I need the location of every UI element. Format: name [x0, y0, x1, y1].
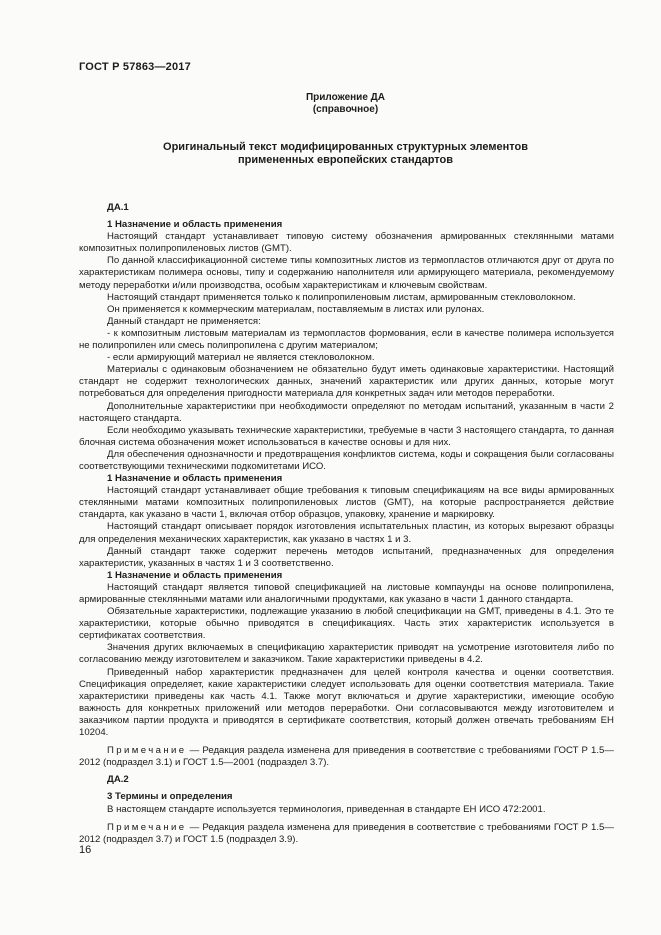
- paragraph: Данный стандарт не применяется:: [107, 315, 261, 327]
- paragraph: Материалы с одинаковым обозначением не обязательно будут иметь одинаковые характеристики. Настоящий стандарт не содержит технологических данных, значений характеристик или других данных, которые могут потребоваться для определения пригодности материала для конкретных задач или методов переработки.: [79, 364, 614, 400]
- appendix-subtitle: (справочное): [312, 104, 379, 115]
- paragraph: Настоящий стандарт описывает порядок изготовления испытательных пластин, из которых вырезают образцы для определения механических характеристик, как указано в частях 1 и 3.: [79, 521, 614, 545]
- paragraph: Настоящий стандарт применяется только к полипропиленовым листам, армированным стекловолокном.: [107, 291, 576, 303]
- paragraph: Данный стандарт также содержит перечень методов испытаний, предназначенных для определения характеристик, указанных в частях 1 и 3 соответственно.: [79, 545, 614, 569]
- paragraph: Если необходимо указывать технические характеристики, требуемые в части 3 настоящего стандарта, то данная блочная система обозначения может использоваться в качестве основы и для них.: [79, 424, 614, 448]
- section-heading: 1 Назначение и область применения: [107, 569, 283, 581]
- paragraph: По данной классификационной системе типы композитных листов из термопластов отличаются друг от друга по характеристикам полимера основы, типу и содержанию наполнителя или армирующего материала, рекомендуемому методу переработки и/или производства, особым характеристикам и ключевым свойствам.: [79, 255, 614, 291]
- paragraph: Значения других включаемых в спецификацию характеристик приводят на усмотрение изготовителя либо по согласованию между изготовителем и заказчиком. Такие характеристики приведены в 4.2.: [79, 642, 614, 666]
- paragraph: Для обеспечения однозначности и предотвращения конфликтов система, коды и сокращения были согласованы соответствующими техническими подкомитетами ИСО.: [79, 448, 614, 472]
- paragraph: Обязательные характеристики, подлежащие указанию в любой спецификации на GMT, приведены в 4.1. Это те характеристики, которые обычно приводятся в спецификациях. Часть этих характеристик используется в сертификатах соответствия.: [79, 606, 614, 642]
- note: [79, 745, 614, 769]
- section-heading: 1 Назначение и область применения: [107, 219, 283, 231]
- main-title-line2: примененных европейских стандартов: [237, 154, 454, 166]
- note-text: — Редакция раздела изменена для приведения в соответствие с требованиями ГОСТ Р 1.5—2012 (подраздел 3.1) и ГОСТ 1.5—2001 (подраздел 3.7).: [79, 745, 614, 769]
- note-label: Примечание: [107, 745, 187, 757]
- note: [79, 822, 614, 846]
- paragraph: Настоящий стандарт устанавливает типовую систему обозначения армированных стеклянными матами композитных полипропиленовых листов (GMT).: [79, 231, 614, 255]
- paragraph: Настоящий стандарт устанавливает общие требования к типовым спецификациям на все виды армированных стеклянными матами композитных полипропиленовых листов (GMT), на которые распространяется действие стандарта, как указано в части 1, включая отбор образцов, упаковку, хранение и маркировку.: [79, 485, 614, 521]
- paragraph: Дополнительные характеристики при необходимости определяют по методам испытаний, указанным в части 2 настоящего стандарта.: [79, 400, 614, 424]
- appendix-title: Приложение ДА: [305, 92, 386, 103]
- list-item: - к композитным листовым материалам из термопластов формования, если в качестве полимера используется не полипропилен или смесь полипропилена с другим материалом;: [79, 327, 614, 352]
- note-text: — Редакция раздела изменена для приведения в соответствие с требованиями ГОСТ Р 1.5—2012 (подраздел 3.7) и ГОСТ 1.5 (подраздел 3.9).: [79, 821, 614, 845]
- main-title-line1: Оригинальный текст модифицированных структурных элементов: [163, 141, 528, 153]
- section-label-da2: ДА.2: [107, 774, 129, 786]
- paragraph: В настоящем стандарте используется терминология, приведенная в стандарте ЕН ИСО 472:2001.: [107, 803, 546, 815]
- note-label: Примечание: [107, 821, 187, 833]
- section-heading: 3 Термины и определения: [107, 791, 233, 803]
- document-body: [79, 202, 614, 846]
- paragraph: Настоящий стандарт является типовой спецификацией на листовые компаунды на основе полипропилена, армированные стеклянными матами или аналогичными продуктами, как указано в части 1 данного стандарта.: [79, 581, 614, 605]
- paragraph: Он применяется к коммерческим материалам, поставляемым в листах или рулонах.: [107, 303, 485, 315]
- document-id: ГОСТ Р 57863—2017: [79, 61, 191, 73]
- section-heading: 1 Назначение и область применения: [107, 473, 283, 485]
- paragraph: Приведенный набор характеристик предназначен для целей контроля качества и оценки соответствия. Спецификация определяет, какие характеристики следует использовать для оценки соответствия материала. Такие характеристики приведены как часть 4.1. Также могут включаться и другие характеристики, имеющие особую важность для конкретных приложений или методов переработки. Они согласовываются между изготовителем и заказчиком партии продукта и приводятся в сертификате соответствия, который должен отвечать требованиям ЕН 10204.: [79, 666, 614, 739]
- section-label-da1: ДА.1: [107, 202, 129, 213]
- page-number: 16: [79, 844, 92, 856]
- list-item: - если армирующий материал не является стекловолокном.: [107, 352, 375, 364]
